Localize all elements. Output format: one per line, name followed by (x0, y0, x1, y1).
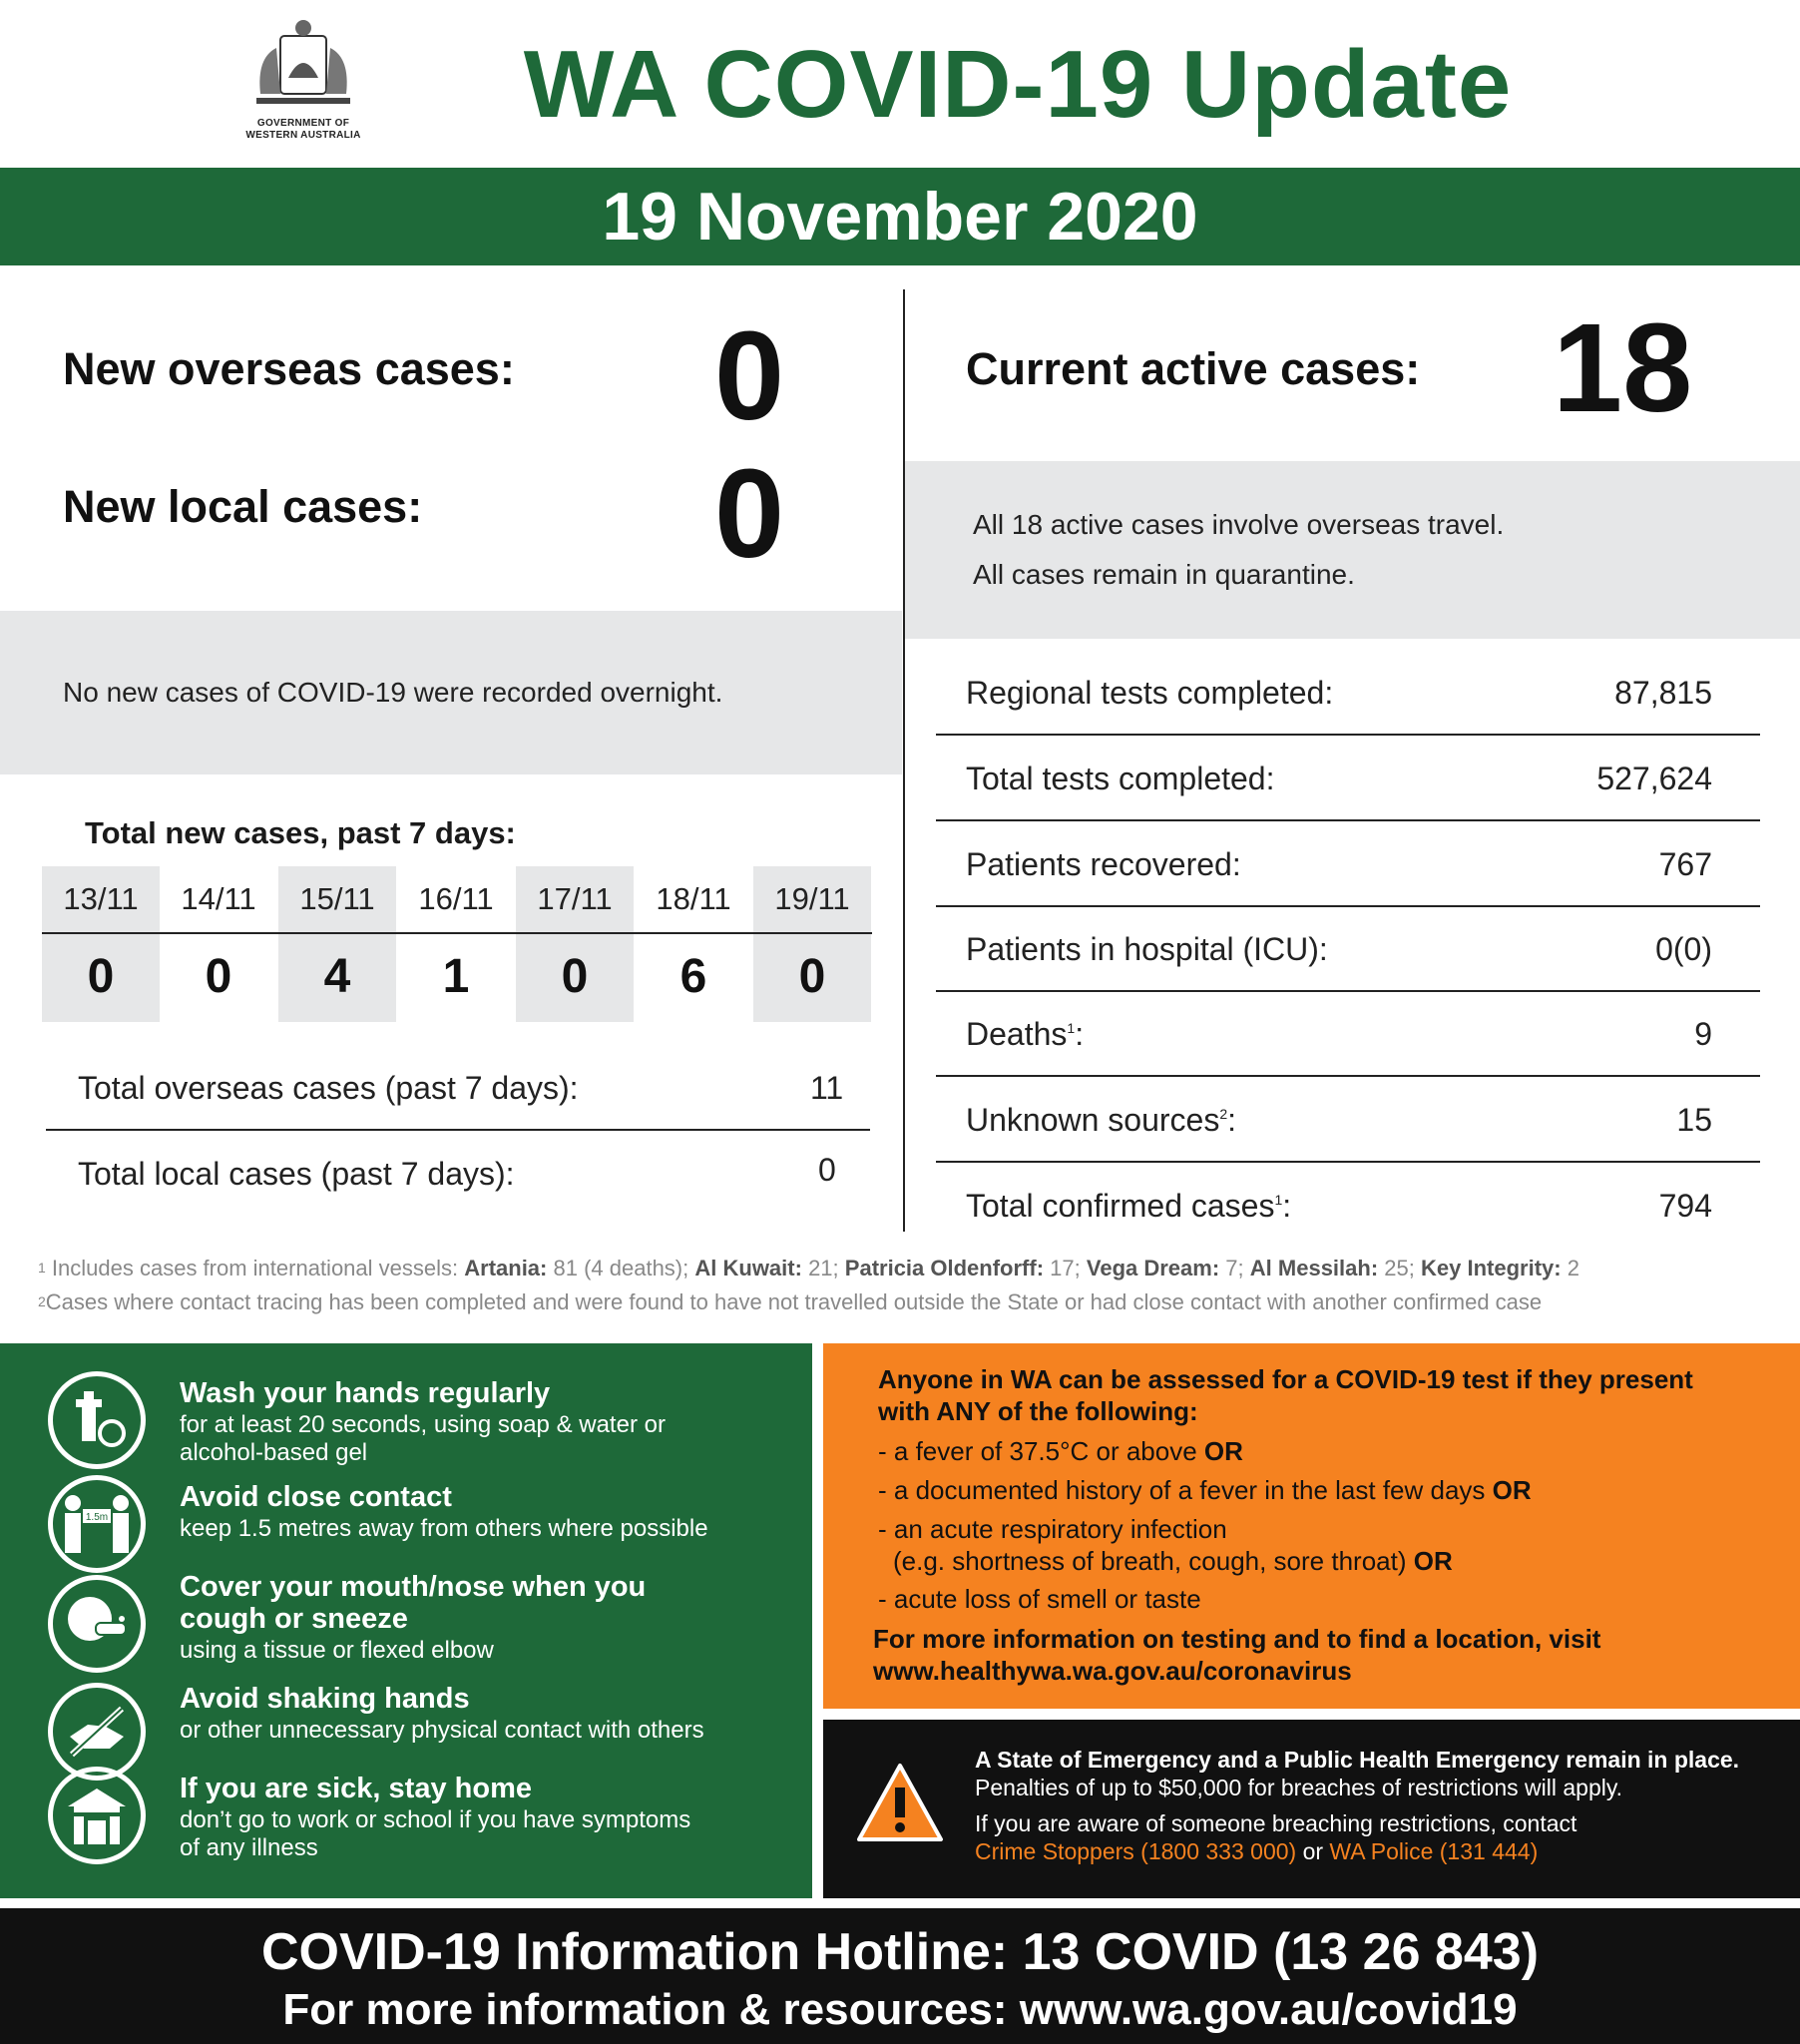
testing-link[interactable]: www.healthywa.wa.gov.au/coronavirus (873, 1656, 1352, 1686)
active-note-1: All 18 active cases involve overseas travel. (973, 509, 1505, 540)
hygiene-sub: keep 1.5 metres away from others where possible (180, 1515, 708, 1542)
stat-label: Patients recovered: (966, 846, 1241, 882)
overseas-cases-label: New overseas cases: (63, 343, 515, 394)
distance-icon (48, 1475, 146, 1573)
day-column (160, 866, 277, 1022)
page-title: WA COVID-19 Update (523, 31, 1513, 138)
stat-label: Total confirmed cases$^1$: (966, 1188, 1292, 1224)
active-cases-note-panel (905, 461, 1800, 639)
footnote-2: $^2$Cases where contact tracing has been completed and were found to have not travelled outside the State or had close contact with another confirmed case (38, 1289, 1543, 1314)
hygiene-sub: for at least 20 seconds, using soap & water or (180, 1411, 666, 1438)
past-7-days-title: Total new cases, past 7 days: (85, 815, 516, 850)
stat-row (936, 651, 1760, 736)
hand-wash-icon (48, 1371, 146, 1469)
stat-value: 0(0) (1655, 931, 1712, 967)
criterion-respiratory: - an acute respiratory infection (878, 1514, 1227, 1544)
no-new-cases-panel (0, 611, 902, 774)
day-count: 6 (679, 950, 707, 1003)
column-divider (903, 289, 905, 1232)
hygiene-title: Avoid close contact (180, 1481, 452, 1513)
active-cases-value: 18 (1553, 297, 1693, 438)
local-7-label: Total local cases (past 7 days): (78, 1156, 515, 1192)
testing-more-info: For more information on testing and to find a location, visit (873, 1624, 1601, 1654)
criterion-history: - a documented history of a fever in the last few days OR (878, 1475, 1532, 1505)
stat-value: 9 (1694, 1016, 1712, 1052)
day-date: 13/11 (63, 881, 139, 916)
hygiene-sub: or other unnecessary physical contact with others (180, 1717, 704, 1744)
emergency-line-3: If you are aware of someone breaching restrictions, contact (975, 1810, 1577, 1836)
no-new-cases-text: No new cases of COVID-19 were recorded overnight. (63, 677, 723, 708)
hygiene-sub: of any illness (180, 1834, 318, 1861)
day-date: 16/11 (418, 881, 494, 916)
hygiene-panel (0, 1343, 812, 1898)
day-date: 18/11 (656, 881, 731, 916)
hygiene-sub: don’t go to work or school if you have symptoms (180, 1806, 691, 1833)
active-cases-label: Current active cases: (966, 343, 1421, 394)
stat-value: 794 (1658, 1188, 1712, 1224)
day-count: 0 (798, 950, 826, 1003)
stay-home-icon (48, 1767, 146, 1864)
local-cases-label: New local cases: (63, 481, 423, 532)
hygiene-title: Cover your mouth/nose when you (180, 1571, 647, 1603)
criterion-fever: - a fever of 37.5°C or above OR (878, 1436, 1243, 1466)
active-note-2: All cases remain in quarantine. (973, 559, 1355, 590)
stat-row (936, 737, 1760, 821)
crime-stoppers-link[interactable]: Crime Stoppers (1800 333 000) (975, 1838, 1297, 1864)
table-divider (42, 932, 872, 934)
stat-row (936, 822, 1760, 907)
hotline-text: COVID-19 Information Hotline: 13 COVID (13 26 843) (260, 1923, 1540, 1981)
stat-row (936, 907, 1760, 992)
day-column (753, 866, 871, 1022)
emergency-contacts: Crime Stoppers (1800 333 000) or WA Police (131 444) (975, 1838, 1539, 1864)
stat-row (936, 1164, 1760, 1234)
overseas-7-value: 11 (810, 1070, 844, 1106)
testing-heading-1: Anyone in WA can be assessed for a COVID-19 test if they present (878, 1364, 1693, 1394)
wa-police-link[interactable]: WA Police (131 444) (1329, 1838, 1539, 1864)
day-count: 1 (442, 950, 470, 1003)
hygiene-title-line2: cough or sneeze (180, 1603, 408, 1635)
day-column (635, 866, 752, 1022)
stat-label: Total tests completed: (966, 761, 1275, 796)
emergency-panel (823, 1720, 1800, 1898)
crest-text-line2: WESTERN AUSTRALIA (245, 130, 361, 141)
cough-icon (48, 1575, 146, 1673)
stat-label: Unknown sources$^2$: (966, 1102, 1237, 1138)
emergency-line-1: A State of Emergency and a Public Health Emergency remain in place. (975, 1747, 1740, 1773)
stat-label: Patients in hospital (ICU): (966, 931, 1328, 967)
stat-label: Deaths$^1$: (966, 1016, 1085, 1052)
testing-panel (823, 1343, 1800, 1709)
emergency-line-2: Penalties of up to $50,000 for breaches of restrictions will apply. (975, 1775, 1623, 1800)
resources-text[interactable]: For more information & resources: www.wa.gov.au/covid19 (282, 1985, 1518, 2034)
day-column (516, 866, 634, 1022)
warning-icon (853, 1760, 947, 1845)
stat-row (936, 1078, 1760, 1163)
stat-value: 15 (1676, 1102, 1712, 1138)
left-divider (46, 1129, 870, 1131)
footnote-1: $^1$ Includes cases from international vessels: Artania: 81 (4 deaths); Al Kuwait: 21; Patricia Oldenforff: 17; Vega Dream: 7; Al Messilah: 25; Key Integrity: 2 (38, 1256, 1579, 1280)
hygiene-title: If you are sick, stay home (180, 1773, 532, 1804)
date-banner: 19 November 2020 (0, 168, 1800, 265)
day-date: 19/11 (774, 881, 850, 916)
footer-bar (0, 1908, 1800, 2044)
stat-value: 767 (1658, 846, 1712, 882)
day-count: 0 (87, 950, 115, 1003)
svg-text:1.5m: 1.5m (85, 1512, 109, 1523)
day-count: 0 (561, 950, 589, 1003)
government-crest (235, 18, 371, 146)
day-date: 14/11 (181, 881, 256, 916)
day-date: 17/11 (537, 881, 613, 916)
day-column (397, 866, 515, 1022)
overseas-7-label: Total overseas cases (past 7 days): (78, 1070, 579, 1106)
day-column (42, 866, 160, 1022)
local-cases-value: 0 (714, 443, 785, 584)
criterion-respiratory-detail: (e.g. shortness of breath, cough, sore throat) OR (893, 1546, 1453, 1576)
past-7-days-table (42, 866, 872, 1024)
hygiene-sub: using a tissue or flexed elbow (180, 1637, 494, 1664)
crest-text-line1: GOVERNMENT OF (256, 118, 350, 129)
testing-heading-2: with ANY of the following: (878, 1396, 1198, 1426)
stat-row (936, 992, 1760, 1077)
local-7-value: 0 (818, 1152, 836, 1188)
overseas-cases-value: 0 (714, 305, 785, 446)
stat-value: 87,815 (1614, 675, 1712, 711)
day-count: 4 (323, 950, 351, 1003)
day-date: 15/11 (299, 881, 375, 916)
stat-value: 527,624 (1596, 761, 1712, 796)
hygiene-sub: alcohol-based gel (180, 1439, 368, 1466)
stat-label: Regional tests completed: (966, 675, 1334, 711)
day-column (278, 866, 396, 1022)
hygiene-title: Avoid shaking hands (180, 1683, 470, 1715)
crest-icon (248, 18, 358, 118)
criterion-smell: - acute loss of smell or taste (878, 1584, 1201, 1614)
day-count: 0 (205, 950, 232, 1003)
hygiene-title: Wash your hands regularly (180, 1377, 551, 1409)
